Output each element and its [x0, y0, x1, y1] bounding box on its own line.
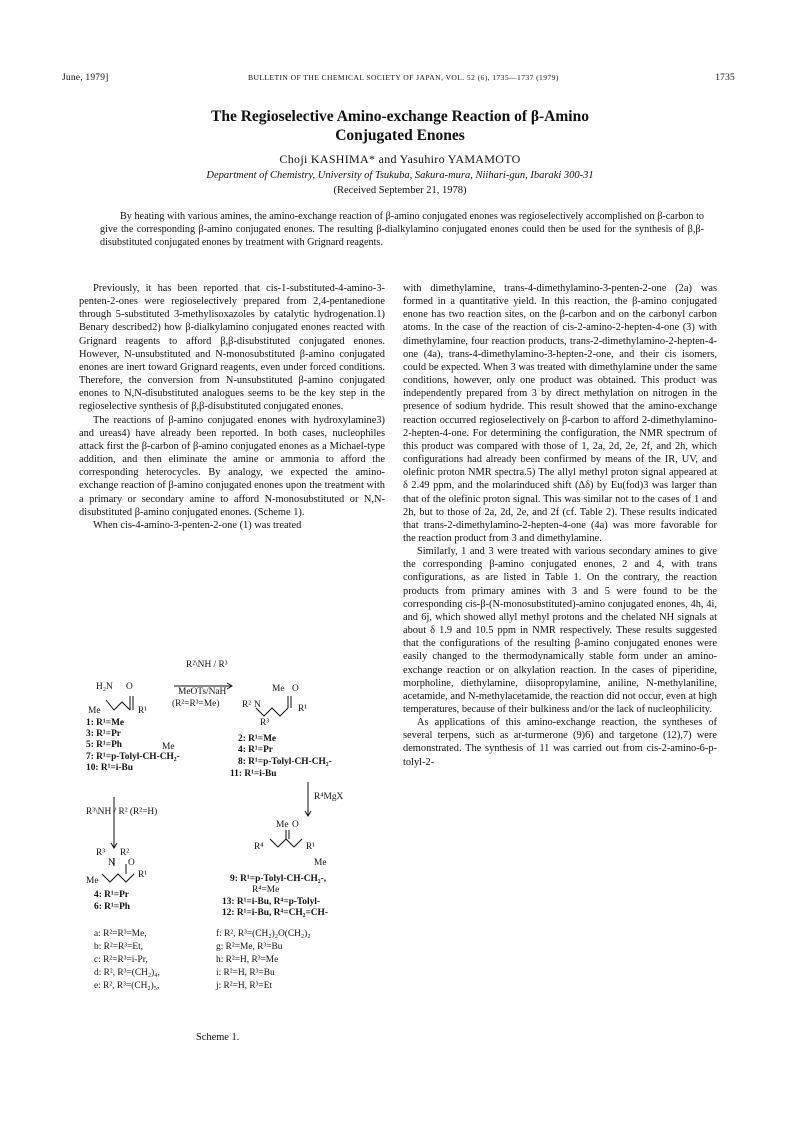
running-head-date: June, 1979] — [62, 73, 109, 83]
reagent-amine: R²\NH / R³ — [186, 660, 228, 670]
page-number: 1735 — [715, 73, 735, 83]
compound-label: 2: R¹=Me — [238, 734, 277, 744]
substituent-key: b: R²=R³=Et, — [94, 942, 144, 952]
start-skeleton — [106, 700, 130, 710]
atom-label: O — [292, 684, 299, 694]
compound-label: R⁴=Me — [252, 885, 280, 895]
atom-label: R¹ — [298, 704, 308, 714]
scheme-caption: Scheme 1. — [196, 1032, 240, 1043]
compound-label: 1: R¹=Me — [86, 718, 125, 728]
atom-label: R³ — [260, 718, 270, 728]
reagent-grignard: R⁴MgX — [314, 792, 344, 802]
atom-label: O — [126, 682, 133, 692]
atom-label: N — [254, 700, 261, 710]
atom-label: N — [108, 858, 115, 868]
received-date: (Received September 21, 1978) — [333, 185, 467, 196]
atom-label: Me — [88, 706, 101, 716]
right-column — [403, 282, 717, 769]
reagent-primary-amine: R³\NH / R² (R²=H) — [86, 807, 158, 817]
grignard-skeleton — [270, 839, 302, 847]
compound-label: 7: R¹=p-Tolyl-CH-CH₂- — [86, 752, 180, 762]
compound-label: 12: R¹=i-Bu, R⁴=CH₂=CH- — [222, 908, 328, 918]
substituent-key: e: R², R³=(CH₂)₅, — [94, 981, 160, 991]
atom-label: R³ — [96, 848, 106, 858]
compound-label: 5: R¹=Ph — [86, 740, 123, 750]
compound-label: 3: R¹=Pr — [86, 729, 121, 739]
paragraph: Similarly, 1 and 3 were treated with various secondary amines to give the corresponding β-amino conjugated enones, 2 and 4, with trans configurations, as are listed in Table 1. On the contrary, the reaction products from primary amines with 3 and 5 were found to be the corresponding cis-β-(N-monosubstituted)-amino conjugated enones, 4h, 4i, and 6j, which showed allyl methyl protons and the chelated NH signals at about δ 1.9 and 10.5 ppm in NMR respectively. These results suggested that the configurations of the resulting β-amino conjugated enones were easily changed to the thermodynamically stable form under an amino-exchange reaction or on alkylation reaction. In the cases of piperidine, morpholine, diethylamine, diisopropylamine, aniline, N-methylaniline, acetamide, and N-methylacetamide, the reaction did not occur, even at high temperatures, because of their bulkiness and/or the lack of nucleophilicity. — [403, 546, 717, 715]
atom-label: H₂N — [96, 682, 113, 692]
authors: Choji KASHIMA* and Yasuhiro YAMAMOTO — [279, 152, 521, 166]
paragraph: When cis-4-amino-3-penten-2-one (1) was treated — [93, 519, 302, 531]
compound-label: 11: R¹=i-Bu — [230, 769, 277, 779]
compound-label: 13: R¹=i-Bu, R⁴=p-Tolyl- — [222, 897, 321, 907]
atom-label: R¹ — [138, 870, 148, 880]
atom-label: Me — [272, 684, 285, 694]
atom-label: O — [292, 820, 299, 830]
compound-label: 4: R¹=Pr — [94, 890, 129, 900]
atom-label: O — [128, 858, 135, 868]
title-line-1: The Regioselective Amino-exchange Reaction of β-Amino — [211, 108, 589, 125]
atom-label: R² — [242, 700, 252, 710]
reaction-scheme — [86, 652, 386, 1022]
atom-label: Me — [276, 820, 289, 830]
substituent-key: j: R²=H, R³=Et — [216, 981, 273, 991]
substituent-key: c: R²=R³=i-Pr, — [94, 955, 148, 965]
substituent-key: h: R²=H, R³=Me — [216, 955, 279, 965]
paragraph: As applications of this amino-exchange reaction, the syntheses of several terpens, such as ar-turmerone (9)6) and targetone (12),7) were demonstrated. The synthesis of 11 was carried out from cis-2-amino-6-p-tolyl-2- — [403, 717, 717, 768]
left-column — [79, 282, 385, 532]
affiliation: Department of Chemistry, University of Tsukuba, Sakura-mura, Niihari-gun, Ibaraki 300-31 — [206, 170, 594, 181]
atom-label: R² — [120, 848, 130, 858]
reagent-methylation: MeOTs/NaH — [178, 687, 227, 697]
substituent-key: g: R²=Me, R³=Bu — [216, 942, 283, 952]
compound-label: 8: R¹=p-Tolyl-CH-CH₂- — [238, 757, 332, 767]
running-head — [62, 73, 735, 87]
atom-label: R¹ — [138, 706, 148, 716]
abstract: By heating with various amines, the amino-exchange reaction of β-amino conjugated enones was regioselectively accomplished on β-carbon to give the corresponding β-amino conjugated enones. The resulting β-dialkylamino conjugated enones could then be used for the synthesis of β,β-disubstituted conjugated enones by treatment with Grignard reagents. — [100, 211, 704, 249]
compound-label: 6: R¹=Ph — [94, 902, 131, 912]
substituent-key: a: R²=R³=Me, — [94, 929, 147, 939]
atom-label: Me — [162, 742, 175, 752]
paragraph: Previously, it has been reported that cis-1-substituted-4-amino-3-penten-2-ones were regioselectively prepared from 2,4-pentanedione through 5-substituted 3-methylisoxazoles by catalytic hydrogenation.1) Benary described2) how β-dialkylamino conjugated enones reacted with Grignard reagents to afford β,β-disubstituted conjugated enones. However, N-unsubstituted and N-monosubstituted β-amino conjugated enones are inert toward Grignard reagents, even under forced conditions. Therefore, the conversion from N-unsubstituted β-amino conjugated enones to N,N-disubstituted analogues seems to be the key step in the regioselective synthesis of β,β-disubstituted conjugated enones. — [79, 283, 385, 413]
reagent-methylation-note: (R²=R³=Me) — [172, 699, 220, 709]
compound-label: 10: R¹=i-Bu — [86, 763, 133, 773]
atom-label: R¹ — [306, 842, 316, 852]
substituent-key: f: R², R³=(CH₂)₂O(CH₂)₂ — [216, 929, 311, 939]
paragraph: with dimethylamine, trans-4-dimethylamino-3-penten-2-one (2a) was formed in a quantitative yield. In this reaction, the β-amino conjugated enone has two reaction sites, on the β-carbon and on the carbonyl carbon atoms. In the case of the reaction of cis-2-amino-2-hepten-4-one (3) with dimethylamine, four reaction products, trans-2-dimethylamino-2-hepten-4-one (4a), trans-4-dimethylamino-3-hepten-2-one, and their cis isomers, could be expected. When 3 was treated with dimethylamine under the same conditions, however, only one product was obtained. This product was independently prepared from 3 by direct methylation on nitrogen in the presence of sodium hydride. This result showed that the amino-exchange reaction occurred regioselectively on β-carbon to afford 2-dimethylamino-2-hepten-4-one. For determining the configuration, the NMR spectrum of this product was compared with those of 1, 2a, 2d, 2e, 2f, and 2h, which configurations had already been confirmed by means of the IR, UV, and olefinic proton NMR spectra.5) The allyl methyl proton signal appeared at δ 2.49 ppm, and the molarinduced shift (Δδ) by Eu(fod)3 was larger than that of the olefinic proton signal. This was similar not to the cases of 1 and 2h, but to those of 2a, 2d, 2e, and 2f (cf. Table 2). These results indicated that trans-2-dimethylamino-2-hepten-4-one (4a) was more favorable for the reaction product from 3 and dimethylamine. — [403, 283, 717, 544]
paragraph: The reactions of β-amino conjugated enones with hydroxylamine3) and ureas4) have already been reported. In both cases, nucleophiles attack first the β-carbon of β-amino conjugated enones as a Michael-type addition, and then eliminate the amine or ammonia to afford the corresponding heterocycles. By analogy, we expected the amino-exchange reaction of β-amino conjugated enones upon the treatment with a primary or secondary amine to afford N-monosubstituted or N,N-disubstituted β-amino conjugated enones. (Scheme 1). — [79, 414, 385, 518]
title-line-2: Conjugated Enones — [335, 127, 465, 144]
substituent-key: i: R²=H, R³=Bu — [216, 968, 275, 978]
atom-label: Me — [86, 876, 99, 886]
primary-skeleton — [102, 874, 134, 882]
article-title — [120, 107, 680, 145]
substituent-key: d: R², R³=(CH₂)₄, — [94, 968, 160, 978]
running-head-journal: BULLETIN OF THE CHEMICAL SOCIETY OF JAPAN, VOL. 52 (6), 1735—1737 (1979) — [248, 73, 559, 82]
compound-label: 9: R¹=p-Tolyl-CH-CH₂-, — [230, 874, 327, 884]
atom-label: Me — [314, 858, 327, 868]
atom-label: R⁴ — [254, 842, 264, 852]
scheme-bonds — [86, 652, 386, 1022]
compound-label: 4: R¹=Pr — [238, 745, 273, 755]
